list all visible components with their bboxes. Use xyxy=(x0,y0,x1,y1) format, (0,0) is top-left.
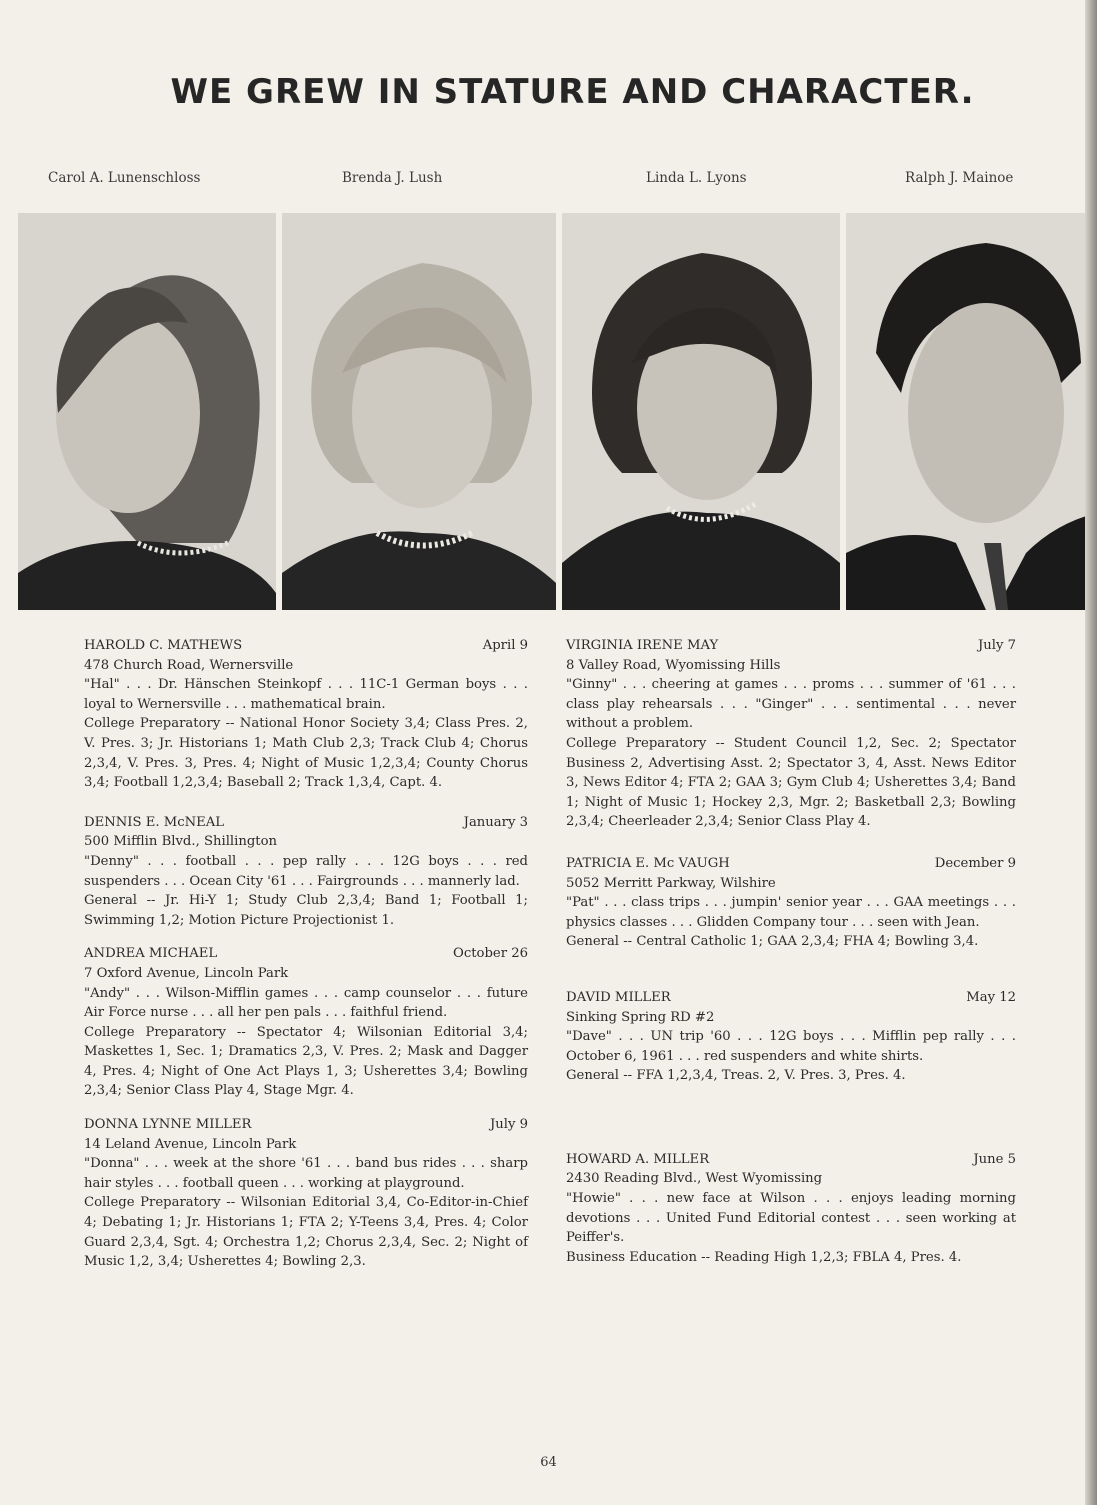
photo-caption-2: Brenda J. Lush xyxy=(342,170,443,186)
senior-entry xyxy=(566,636,1016,832)
entry-address: Sinking Spring RD #2 xyxy=(566,1009,715,1025)
page-headline: WE GREW IN STATURE AND CHARACTER. xyxy=(170,72,975,112)
entry-activities: College Preparatory -- National Honor Society 3,4; Class Pres. 2, V. Pres. 3; Jr. Historians 1; Math Club 2,3; Track Club 4; Chorus 2,3,4, V. Pres. 3, Pres. 4; Night of Music 1,2,3,4; County Chorus 3,4; Football 1,2,3,4; Baseball 2; Track 1,3,4, Capt. 4. xyxy=(84,716,528,791)
page-binding-edge xyxy=(1085,0,1097,1505)
senior-entry xyxy=(84,1115,528,1272)
entry-address: 500 Mifflin Blvd., Shillington xyxy=(84,834,278,850)
entry-name: DENNIS E. McNEAL xyxy=(84,814,225,830)
entry-address: 5052 Merritt Parkway, Wilshire xyxy=(566,875,776,891)
portrait-photo-3 xyxy=(562,213,840,610)
senior-entry xyxy=(84,813,528,931)
entry-quote: "Hal" . . . Dr. Hänschen Steinkopf . . . 11C-1 German boys . . . loyal to Wernersville . . . mathematical brain. xyxy=(84,677,528,712)
entry-activities: College Preparatory -- Spectator 4; Wilsonian Editorial 3,4; Maskettes 1, Sec. 1; Dramatics 2,3, V. Pres. 2; Mask and Dagger 4, Pres. 4; Night of One Act Plays 1, 3; Usherettes 3,4; Bowling 2,3,4; Senior Class Play 4, Stage Mgr. 4. xyxy=(84,1024,528,1099)
entry-birthdate: January 3 xyxy=(463,814,528,830)
entry-address: 478 Church Road, Wernersville xyxy=(84,657,294,673)
entry-quote: "Donna" . . . week at the shore '61 . . . band bus rides . . . sharp hair styles . . . football queen . . . working at playground. xyxy=(84,1156,528,1191)
senior-entry xyxy=(566,1150,1016,1268)
entry-quote: "Howie" . . . new face at Wilson . . . enjoys leading morning devotions . . . United Fund Editorial contest . . . seen working at Peiffer's. xyxy=(566,1191,1016,1246)
entry-birthdate: July 7 xyxy=(977,638,1016,653)
entry-quote: "Ginny" . . . cheering at games . . . proms . . . summer of '61 . . . class play rehearsals . . . "Ginger" . . . sentimental . . . never without a problem. xyxy=(566,677,1016,732)
left-column xyxy=(84,636,528,1272)
entry-activities: General -- Jr. Hi-Y 1; Study Club 2,3,4; Band 1; Football 1; Swimming 1,2; Motion Picture Projectionist 1. xyxy=(84,893,528,928)
entry-quote: "Denny" . . . football . . . pep rally . . . 12G boys . . . red suspenders . . . Ocean City '61 . . . Fairgrounds . . . mannerly lad. xyxy=(84,853,528,889)
entry-address: 7 Oxford Avenue, Lincoln Park xyxy=(84,965,289,981)
entry-address: 14 Leland Avenue, Lincoln Park xyxy=(84,1136,297,1152)
right-column xyxy=(566,636,1016,1267)
entry-quote: "Pat" . . . class trips . . . jumpin' senior year . . . GAA meetings . . . physics classes . . . Glidden Company tour . . . seen with Jean. xyxy=(566,895,1016,930)
entry-birthdate: December 9 xyxy=(934,855,1016,871)
entry-activities: College Preparatory -- Wilsonian Editorial 3,4, Co-Editor-in-Chief 4; Debating 1; Jr. Historians 1; FTA 2; Y-Teens 3,4, Pres. 4; Color Guard 2,3,4, Sgt. 4; Orchestra 1,2; Chorus 2,3,4, Sec. 2; Night of Music 1,2, 3,4; Usherettes 4; Bowling 2,3. xyxy=(84,1195,528,1270)
entry-birthdate: October 26 xyxy=(453,946,528,962)
entry-name: HAROLD C. MATHEWS xyxy=(84,638,243,653)
entry-activities: General -- FFA 1,2,3,4, Treas. 2, V. Pres. 3, Pres. 4. xyxy=(566,1068,906,1084)
entry-birthdate: July 9 xyxy=(489,1117,528,1133)
entry-quote: "Andy" . . . Wilson-Mifflin games . . . camp counselor . . . future Air Force nurse . . . all her pen pals . . . faithful friend. xyxy=(84,985,528,1021)
photo-caption-3: Linda L. Lyons xyxy=(646,170,747,186)
portrait-photo-4 xyxy=(846,213,1097,610)
senior-entry xyxy=(84,636,528,793)
entry-activities: Business Education -- Reading High 1,2,3; FBLA 4, Pres. 4. xyxy=(566,1249,962,1265)
entry-birthdate: June 5 xyxy=(973,1151,1016,1167)
portrait-photo-1 xyxy=(18,213,276,610)
page-number: 64 xyxy=(540,1455,557,1470)
entry-name: DAVID MILLER xyxy=(566,989,671,1005)
entry-activities: College Preparatory -- Student Council 1,2, Sec. 2; Spectator Business 2, Advertising Asst. 2; Spectator 3, 4, Asst. News Editor 3, News Editor 4; FTA 2; GAA 3; Gym Club 4; Usherettes 3,4; Band 1; Night of Music 1; Hockey 2,3, Mgr. 2; Basketball 2,3; Bowling 2,3,4; Cheerleader 2,3,4; Senior Class Play 4. xyxy=(566,735,1016,830)
entry-name: VIRGINIA IRENE MAY xyxy=(566,638,719,653)
entry-name: PATRICIA E. Mc VAUGH xyxy=(566,855,730,871)
portrait-photo-2 xyxy=(282,213,556,610)
senior-entry xyxy=(566,988,1016,1086)
entry-activities: General -- Central Catholic 1; GAA 2,3,4; FHA 4; Bowling 3,4. xyxy=(566,934,979,950)
photo-caption-4: Ralph J. Mainoe xyxy=(905,170,1014,186)
entry-birthdate: May 12 xyxy=(966,989,1016,1005)
entry-birthdate: April 9 xyxy=(482,638,528,653)
photo-caption-1: Carol A. Lunenschloss xyxy=(48,170,201,186)
entry-address: 8 Valley Road, Wyomissing Hills xyxy=(566,657,781,673)
entry-address: 2430 Reading Blvd., West Wyomissing xyxy=(566,1171,823,1187)
entry-quote: "Dave" . . . UN trip '60 . . . 12G boys . . . Mifflin pep rally . . . October 6, 1961 . . . red suspenders and white shirts. xyxy=(566,1029,1016,1064)
entry-name: HOWARD A. MILLER xyxy=(566,1151,710,1167)
senior-entry xyxy=(566,854,1016,952)
entry-name: DONNA LYNNE MILLER xyxy=(84,1117,252,1133)
entry-name: ANDREA MICHAEL xyxy=(84,946,218,962)
senior-entry xyxy=(84,944,528,1101)
